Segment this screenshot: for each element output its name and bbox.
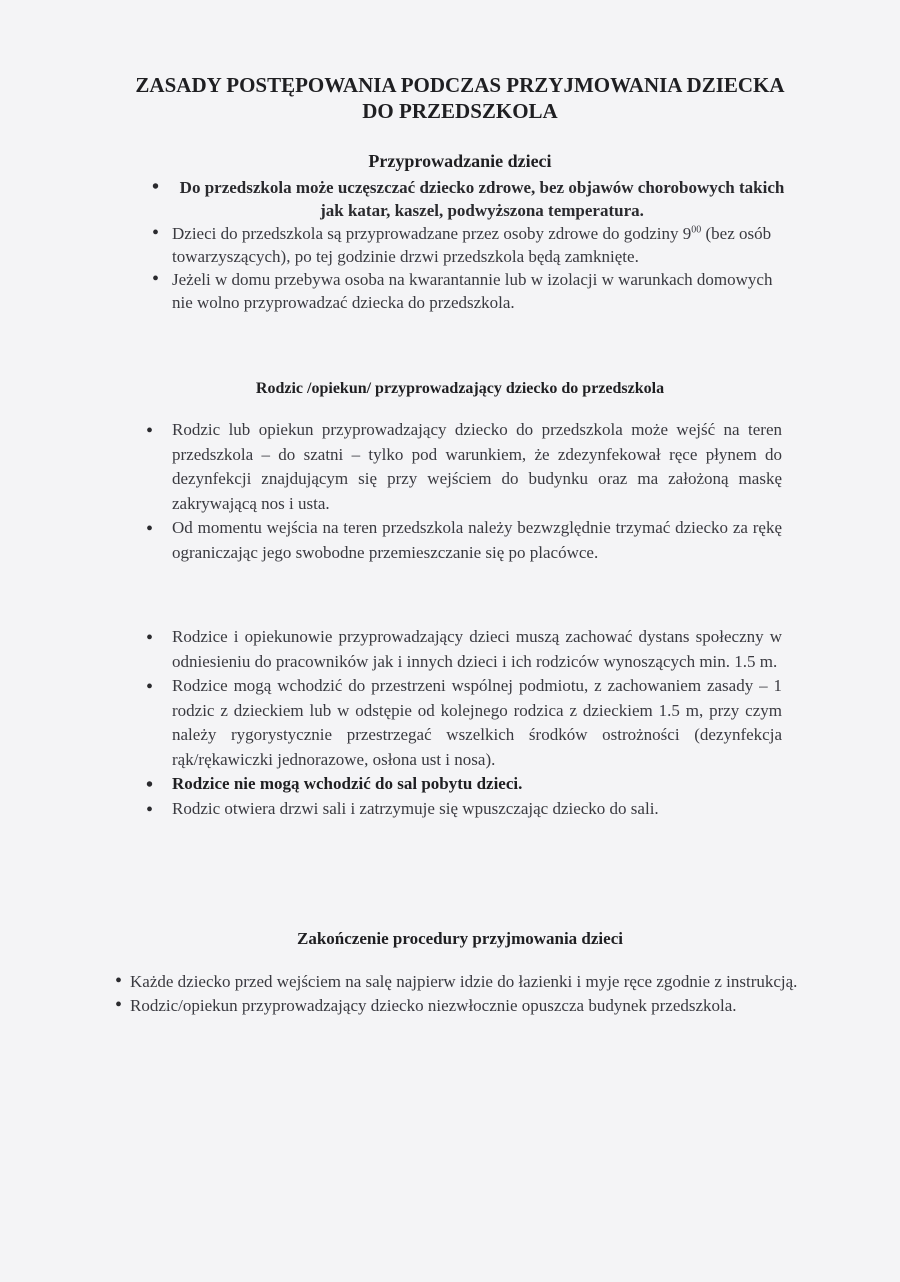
section-1-item-2 (152, 222, 792, 268)
section-1-item-3: • Jeżeli w domu przebywa osoba na kwarantannie lub w izolacji w warunkach domowych nie wolno przyprowadzać dziecka do przedszkola. (152, 268, 792, 314)
section-1-item-2-text: Dzieci do przedszkola są przyprowadzane przez osoby zdrowe do godziny 9 (172, 224, 692, 243)
section-1-item-1: • Do przedszkola może uczęszczać dziecko zdrowe, bez objawów chorobowych takich jak katar, kaszel, podwyższona temperatura. (152, 176, 792, 222)
section-2-item-1: • Rodzic lub opiekun przyprowadzający dziecko do przedszkola może wejść na teren przedszkola – do szatni – tylko pod warunkiem, że zdezynfekował ręce płynem do dezynfekcji znajdującym się przy wejściem do budynku oraz ma założoną maskę zakrywającą nos i usta. (146, 418, 782, 516)
section-3-list (146, 625, 782, 821)
document-title (60, 72, 860, 124)
section-1-item-2-text-end: (bez osób towarzyszących), po tej godzinie drzwi przedszkola będą zamknięte. (172, 224, 772, 266)
section-3-item-4: • Rodzic otwiera drzwi sali i zatrzymuje się wpuszczając dziecko do sali. (146, 797, 782, 822)
section-3-item-1: • Rodzice i opiekunowie przyprowadzający dzieci muszą zachować dystans społeczny w odniesieniu do pracowników jak i innych dzieci i ich rodziców wynoszących min. 1.5 m. (146, 625, 782, 674)
section-4-item-2: • Rodzic/opiekun przyprowadzający dziecko niezwłocznie opuszcza budynek przedszkola. (115, 994, 805, 1018)
document-title-line-1: ZASADY POSTĘPOWANIA PODCZAS PRZYJMOWANIA DZIECKA (135, 73, 785, 97)
section-heading-zakonczenie: Zakończenie procedury przyjmowania dzieci (297, 929, 623, 948)
section-3-item-2: • Rodzice mogą wchodzić do przestrzeni wspólnej podmiotu, z zachowaniem zasady – 1 rodzic z dzieckiem lub w odstępie od kolejnego rodzica z dzieckiem 1.5 m, przy czym należy rygorystycznie przestrzegać wszelkich środków ostrożności (dezynfekcja rąk/rękawiczki jednorazowe, osłona ust i nosa). (146, 674, 782, 772)
section-1-item-2-superscript: 00 (691, 224, 702, 236)
section-4-item-1: • Każde dziecko przed wejściem na salę najpierw idzie do łazienki i myje ręce zgodnie z instrukcją. (115, 970, 805, 994)
section-3-item-3: • Rodzice nie mogą wchodzić do sal pobytu dzieci. (146, 772, 782, 797)
section-2-list (146, 418, 782, 565)
section-4-list (115, 970, 805, 1017)
section-1-list (152, 176, 792, 314)
section-heading-przyprowadzanie: Przyprowadzanie dzieci (368, 151, 552, 171)
section-2-item-2: • Od momentu wejścia na teren przedszkola należy bezwzględnie trzymać dziecko za rękę ograniczając jego swobodne przemieszczanie się po placówce. (146, 516, 782, 565)
section-heading-rodzic-opiekun: Rodzic /opiekun/ przyprowadzający dziecko do przedszkola (255, 380, 665, 397)
document-title-line-2: DO PRZEDSZKOLA (362, 99, 558, 123)
